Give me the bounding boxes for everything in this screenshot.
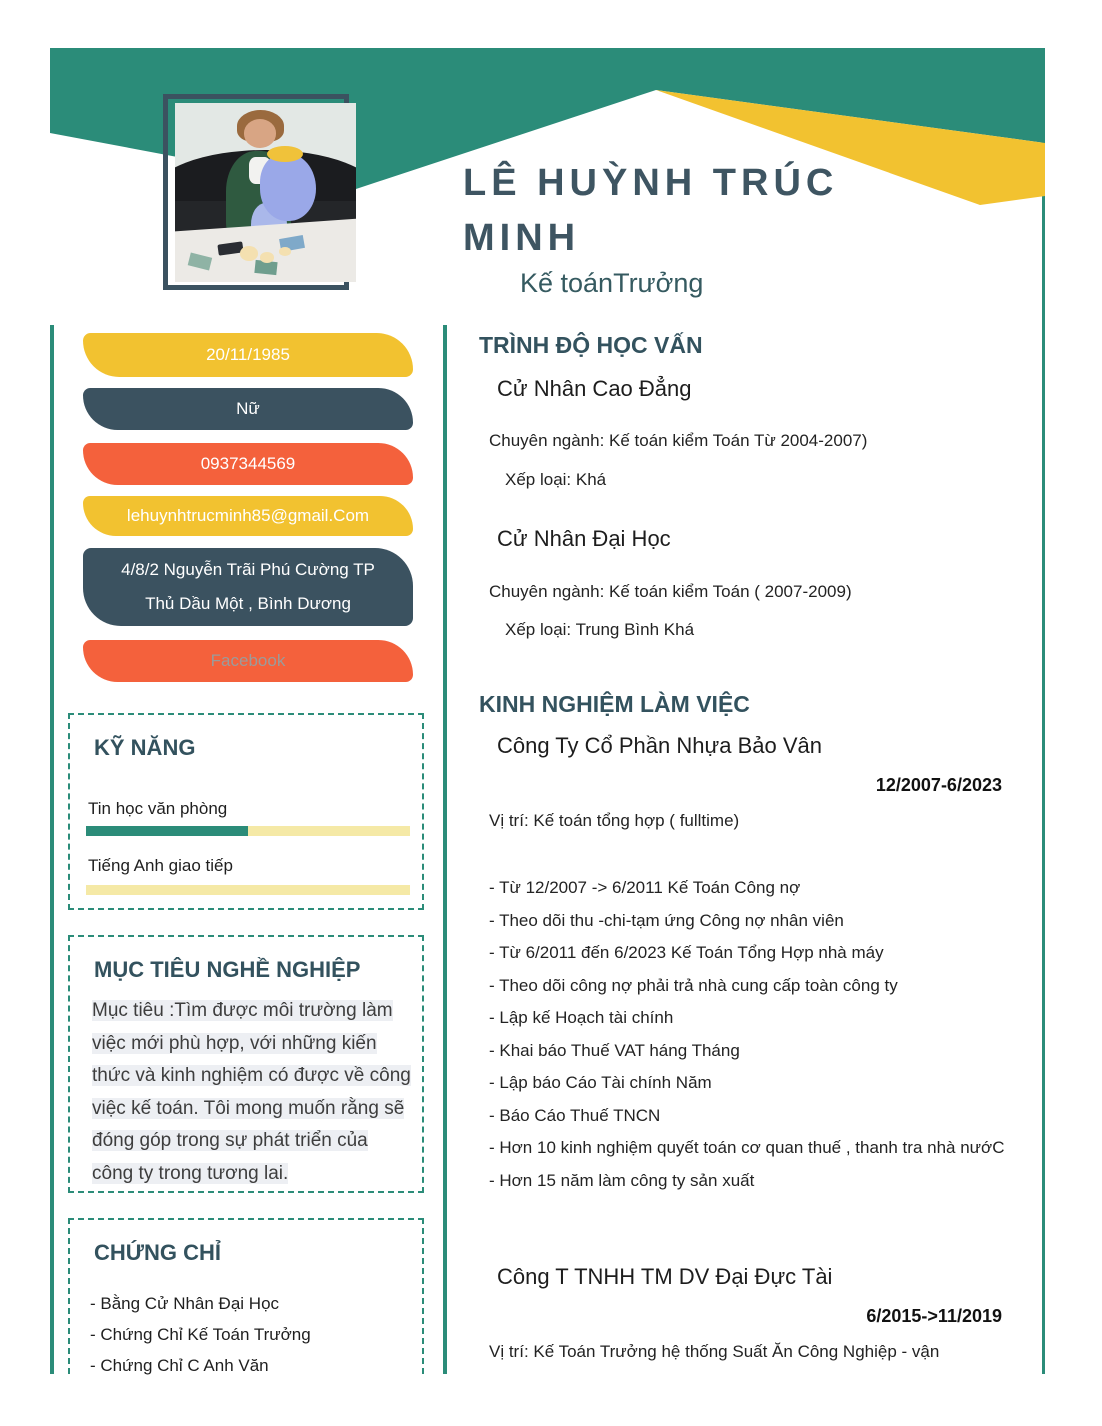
job-duty: - Lập báo Cáo Tài chính Năm <box>489 1073 712 1092</box>
degree-major: Chuyên ngành: Kế toán kiểm Toán Từ 2004-2007) <box>489 431 868 450</box>
column-divider-line <box>443 325 447 1374</box>
facebook-pill[interactable]: Facebook <box>83 640 413 682</box>
certificates-section <box>68 1218 424 1374</box>
address-line-2: Thủ Dầu Một , Bình Dương <box>145 594 351 613</box>
degree-title: Cử Nhân Cao Đẳng <box>497 376 692 401</box>
education-heading: TRÌNH ĐỘ HỌC VẤN <box>479 332 703 358</box>
candidate-name: LÊ HUỲNH TRÚC MINH <box>463 162 839 259</box>
degree-grade: Xếp loại: Trung Bình Khá <box>505 620 695 639</box>
job-duty: - Từ 12/2007 -> 6/2011 Kế Toán Công nợ <box>489 878 801 897</box>
email-pill: lehuynhtrucminh85@gmail.Com <box>83 496 413 536</box>
photo-string-lights <box>240 246 258 260</box>
job-duty: - Khai báo Thuế VAT háng Tháng <box>489 1040 740 1060</box>
birth-date-pill: 20/11/1985 <box>83 333 413 377</box>
degree-grade: Xếp loại: Khá <box>505 470 607 489</box>
skills-heading: KỸ NĂNG <box>94 735 196 760</box>
job-position: Vị trí: Kế Toán Trưởng hệ thống Suất Ăn Công Nghiệp - vận <box>489 1342 940 1361</box>
certificate-list <box>90 1288 311 1381</box>
left-border-line <box>50 325 54 1374</box>
company-name: Công Ty Cổ Phần Nhựa Bảo Vân <box>497 733 822 758</box>
right-border-line <box>1042 48 1045 1374</box>
address-line-1: 4/8/2 Nguyễn Trãi Phú Cường TP <box>121 560 375 579</box>
job-duty: - Theo dõi công nợ phải trả nhà cung cấp toàn công ty <box>489 975 898 995</box>
objective-text: Mục tiêu :Tìm được môi trường làm việc mới phù hợp, với những kiến thức và kinh nghiệm có được về công việc kế toán. Tôi mong muốn rằng sẽ đóng góp trong sự phát triển của công ty trong tương lai. <box>92 1000 411 1184</box>
objective-heading: MỤC TIÊU NGHỀ NGHIỆP <box>94 957 361 982</box>
certificate-item: - Bằng Cử Nhân Đại Học <box>90 1294 280 1313</box>
objective-section <box>68 935 424 1193</box>
skill-label: Tin học văn phòng <box>88 799 228 818</box>
job-duty: - Hơn 15 năm làm công ty sản xuất <box>489 1170 755 1190</box>
certificate-item: - Chứng Chỉ C Anh Văn <box>90 1356 269 1375</box>
degree-major: Chuyên ngành: Kế toán kiểm Toán ( 2007-2009) <box>489 582 852 601</box>
job-duty: - Từ 6/2011 đến 6/2023 Kế Toán Tổng Hợp nhà máy <box>489 943 884 962</box>
certificate-item: - Chứng Chỉ Kế Toán Trưởng <box>90 1325 311 1344</box>
company-name: Công T TNHH TM DV Đại Đực Tài <box>497 1264 833 1289</box>
degree-title: Cử Nhân Đại Học <box>497 526 671 551</box>
skill-bar-fill <box>86 826 248 836</box>
job-duty: - Lập kế Hoạch tài chính <box>489 1008 674 1027</box>
gender-pill: Nữ <box>83 388 413 430</box>
job-duty: - Báo Cáo Thuế TNCN <box>489 1105 661 1125</box>
photo-person-face <box>244 119 277 148</box>
job-position: Vị trí: Kế toán tổng hợp ( fulltime) <box>489 811 740 830</box>
job-period: 12/2007-6/2023 <box>875 775 1002 795</box>
phone-pill: 0937344569 <box>83 443 413 485</box>
job-duty: - Hơn 10 kinh nghiệm quyết toán cơ quan thuế , thanh tra nhà nướC <box>489 1138 1005 1157</box>
profile-photo <box>175 103 356 282</box>
certificates-heading: CHỨNG CHỈ <box>94 1240 222 1265</box>
photo-bouquet <box>260 153 316 221</box>
experience-heading: KINH NGHIỆM LÀM VIỆC <box>479 691 750 717</box>
job-duty: - Theo dõi thu -chi-tạm ứng Công nợ nhân viên <box>489 910 844 930</box>
skills-section <box>68 713 424 910</box>
skill-bar <box>86 826 410 836</box>
job-duty-list <box>489 872 1006 1197</box>
photo-card <box>254 259 277 274</box>
skill-label: Tiếng Anh giao tiếp <box>88 856 233 875</box>
job-period: 6/2015->11/2019 <box>866 1306 1002 1326</box>
skill-bar <box>86 885 410 895</box>
candidate-job-title: Kế toánTrưởng <box>520 268 704 298</box>
address-pill <box>83 548 413 626</box>
